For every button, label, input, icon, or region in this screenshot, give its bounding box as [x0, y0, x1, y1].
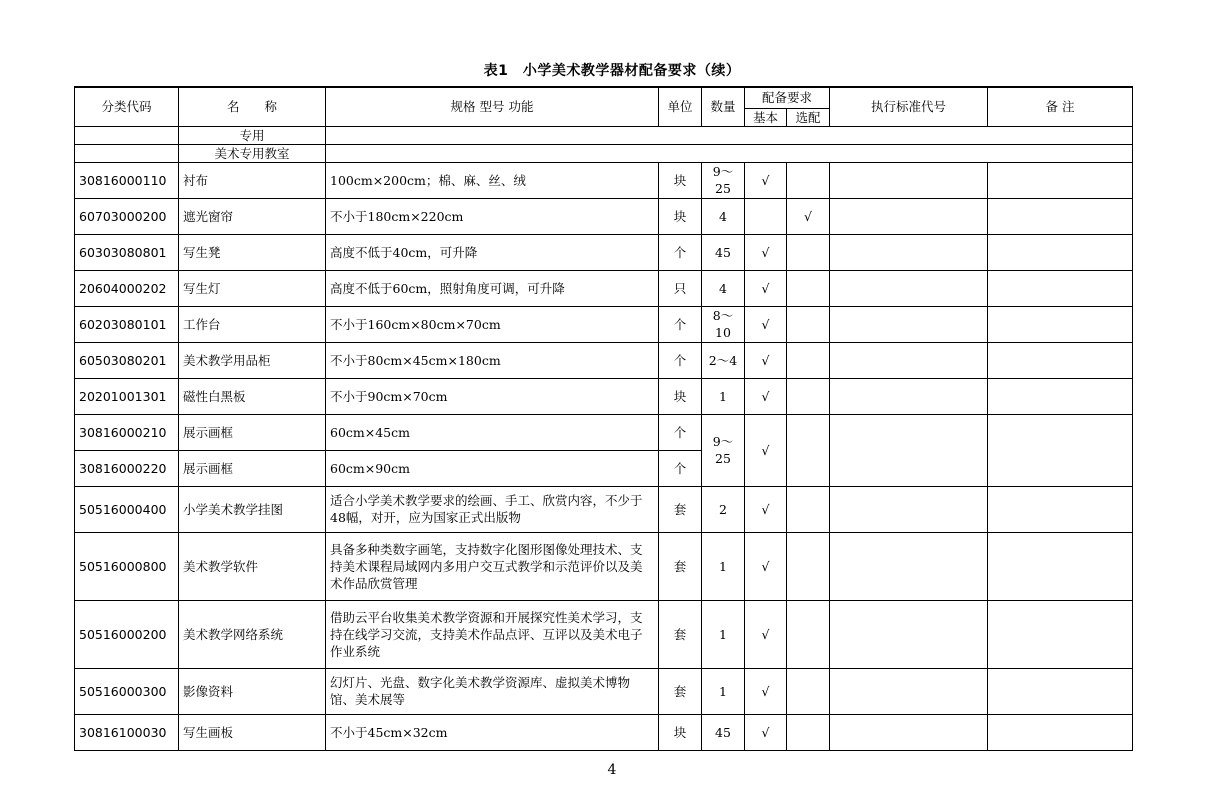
item-remarks	[988, 162, 1133, 198]
header-standard: 执行标准代号	[830, 87, 988, 126]
item-remarks	[988, 532, 1133, 600]
item-basic-check: √	[745, 378, 787, 414]
table-row	[75, 342, 1133, 378]
item-name: 美术教学软件	[179, 532, 326, 600]
item-unit: 块	[659, 714, 702, 750]
item-spec: 不小于90cm×70cm	[326, 378, 659, 414]
item-unit: 个	[659, 414, 702, 450]
table-row	[75, 414, 1133, 450]
item-spec: 高度不低于60cm，照射角度可调，可升降	[326, 270, 659, 306]
item-spec: 具备多种类数字画笔，支持数字化图形图像处理技术、支持美术课程局域网内多用户交互式教学和示范评价以及美术作品欣赏管理	[326, 532, 659, 600]
item-optional-check	[787, 270, 830, 306]
table-row	[75, 668, 1133, 714]
item-spec: 不小于180cm×220cm	[326, 198, 659, 234]
item-remarks	[988, 378, 1133, 414]
item-standard	[830, 414, 988, 486]
item-qty: 2	[702, 486, 745, 532]
item-name: 磁性白黑板	[179, 378, 326, 414]
item-name: 写生灯	[179, 270, 326, 306]
item-basic-check: √	[745, 714, 787, 750]
item-basic-check: √	[745, 162, 787, 198]
item-spec: 高度不低于40cm，可升降	[326, 234, 659, 270]
item-optional-check	[787, 306, 830, 342]
item-name: 工作台	[179, 306, 326, 342]
section-label: 美术专用教室	[179, 144, 326, 162]
item-spec: 60cm×45cm	[326, 414, 659, 450]
item-remarks	[988, 342, 1133, 378]
item-standard	[830, 342, 988, 378]
item-code: 50516000200	[75, 600, 179, 668]
item-unit: 个	[659, 342, 702, 378]
table-row	[75, 198, 1133, 234]
item-qty: 1	[702, 532, 745, 600]
item-basic-check: √	[745, 342, 787, 378]
item-code: 20201001301	[75, 378, 179, 414]
item-unit: 块	[659, 162, 702, 198]
section-row	[75, 126, 1133, 144]
item-qty: 8～10	[702, 306, 745, 342]
header-remarks: 备 注	[988, 87, 1133, 126]
item-standard	[830, 600, 988, 668]
item-name: 小学美术教学挂图	[179, 486, 326, 532]
item-code: 30816000220	[75, 450, 179, 486]
item-optional-check	[787, 668, 830, 714]
item-qty: 4	[702, 270, 745, 306]
item-optional-check	[787, 414, 830, 486]
table-row	[75, 532, 1133, 600]
item-standard	[830, 532, 988, 600]
header-name: 名 称	[179, 87, 326, 126]
item-unit: 只	[659, 270, 702, 306]
item-name: 美术教学网络系统	[179, 600, 326, 668]
header-basic: 基本	[745, 108, 787, 126]
item-code: 30816000110	[75, 162, 179, 198]
item-remarks	[988, 486, 1133, 532]
item-code: 30816100030	[75, 714, 179, 750]
table-row	[75, 486, 1133, 532]
item-optional-check	[787, 342, 830, 378]
header-code: 分类代码	[75, 87, 179, 126]
item-qty: 1	[702, 668, 745, 714]
item-basic-check: √	[745, 668, 787, 714]
item-name: 写生凳	[179, 234, 326, 270]
item-standard	[830, 306, 988, 342]
header-row	[75, 87, 1133, 108]
item-qty: 1	[702, 378, 745, 414]
item-unit: 个	[659, 234, 702, 270]
item-unit: 套	[659, 600, 702, 668]
section-row	[75, 144, 1133, 162]
section-spacer	[326, 144, 1133, 162]
item-standard	[830, 198, 988, 234]
section-spacer	[75, 126, 179, 144]
item-unit: 个	[659, 450, 702, 486]
item-spec: 不小于45cm×32cm	[326, 714, 659, 750]
table-title: 表1 小学美术教学器材配备要求（续）	[483, 63, 741, 79]
item-spec: 不小于80cm×45cm×180cm	[326, 342, 659, 378]
item-remarks	[988, 714, 1133, 750]
item-name: 展示画框	[179, 414, 326, 450]
item-optional-check	[787, 486, 830, 532]
item-qty: 2～4	[702, 342, 745, 378]
item-standard	[830, 486, 988, 532]
item-standard	[830, 714, 988, 750]
item-unit: 套	[659, 486, 702, 532]
table-row	[75, 600, 1133, 668]
item-name: 衬布	[179, 162, 326, 198]
item-code: 60303080801	[75, 234, 179, 270]
item-name: 遮光窗帘	[179, 198, 326, 234]
item-qty: 45	[702, 714, 745, 750]
item-optional-check: √	[787, 198, 830, 234]
item-unit: 套	[659, 532, 702, 600]
item-standard	[830, 668, 988, 714]
item-basic-check	[745, 198, 787, 234]
item-remarks	[988, 600, 1133, 668]
item-unit: 个	[659, 306, 702, 342]
header-requirement: 配备要求	[745, 87, 830, 108]
item-name: 写生画板	[179, 714, 326, 750]
item-qty: 4	[702, 198, 745, 234]
item-name: 影像资料	[179, 668, 326, 714]
item-unit: 块	[659, 198, 702, 234]
item-basic-check: √	[745, 414, 787, 486]
item-standard	[830, 234, 988, 270]
item-standard	[830, 270, 988, 306]
item-basic-check: √	[745, 532, 787, 600]
header-qty: 数量	[702, 87, 745, 126]
item-basic-check: √	[745, 306, 787, 342]
item-basic-check: √	[745, 600, 787, 668]
header-unit: 单位	[659, 87, 702, 126]
item-remarks	[988, 270, 1133, 306]
section-spacer	[75, 144, 179, 162]
item-standard	[830, 162, 988, 198]
item-optional-check	[787, 162, 830, 198]
item-basic-check: √	[745, 486, 787, 532]
item-optional-check	[787, 600, 830, 668]
section-label: 专用	[179, 126, 326, 144]
item-remarks	[988, 668, 1133, 714]
item-code: 60703000200	[75, 198, 179, 234]
item-qty: 45	[702, 234, 745, 270]
section-spacer	[326, 126, 1133, 144]
header-optional: 选配	[787, 108, 830, 126]
item-code: 50516000400	[75, 486, 179, 532]
header-spec: 规格 型号 功能	[326, 87, 659, 126]
item-unit: 套	[659, 668, 702, 714]
table-row	[75, 306, 1133, 342]
item-code: 20604000202	[75, 270, 179, 306]
item-remarks	[988, 414, 1133, 486]
item-optional-check	[787, 378, 830, 414]
item-spec: 幻灯片、光盘、数字化美术教学资源库、虚拟美术博物馆、美术展等	[326, 668, 659, 714]
item-qty: 9～25	[702, 414, 745, 486]
item-code: 50516000300	[75, 668, 179, 714]
page-number: 4	[607, 762, 617, 778]
item-code: 60503080201	[75, 342, 179, 378]
item-spec: 60cm×90cm	[326, 450, 659, 486]
equipment-table	[74, 86, 1133, 751]
table-row	[75, 270, 1133, 306]
item-name: 美术教学用品柜	[179, 342, 326, 378]
item-basic-check: √	[745, 234, 787, 270]
item-code: 50516000800	[75, 532, 179, 600]
item-spec: 借助云平台收集美术教学资源和开展探究性美术学习，支持在线学习交流，支持美术作品点评、互评以及美术电子作业系统	[326, 600, 659, 668]
item-basic-check: √	[745, 270, 787, 306]
item-qty: 9～25	[702, 162, 745, 198]
item-optional-check	[787, 234, 830, 270]
table-row	[75, 162, 1133, 198]
item-remarks	[988, 306, 1133, 342]
item-name: 展示画框	[179, 450, 326, 486]
table-row	[75, 234, 1133, 270]
table-row	[75, 378, 1133, 414]
item-optional-check	[787, 714, 830, 750]
item-spec: 适合小学美术教学要求的绘画、手工、欣赏内容，不少于48幅，对开，应为国家正式出版物	[326, 486, 659, 532]
item-spec: 100cm×200cm；棉、麻、丝、绒	[326, 162, 659, 198]
item-code: 60203080101	[75, 306, 179, 342]
item-qty: 1	[702, 600, 745, 668]
item-standard	[830, 378, 988, 414]
item-remarks	[988, 198, 1133, 234]
table-row	[75, 714, 1133, 750]
item-unit: 块	[659, 378, 702, 414]
item-spec: 不小于160cm×80cm×70cm	[326, 306, 659, 342]
item-optional-check	[787, 532, 830, 600]
item-remarks	[988, 234, 1133, 270]
item-code: 30816000210	[75, 414, 179, 450]
